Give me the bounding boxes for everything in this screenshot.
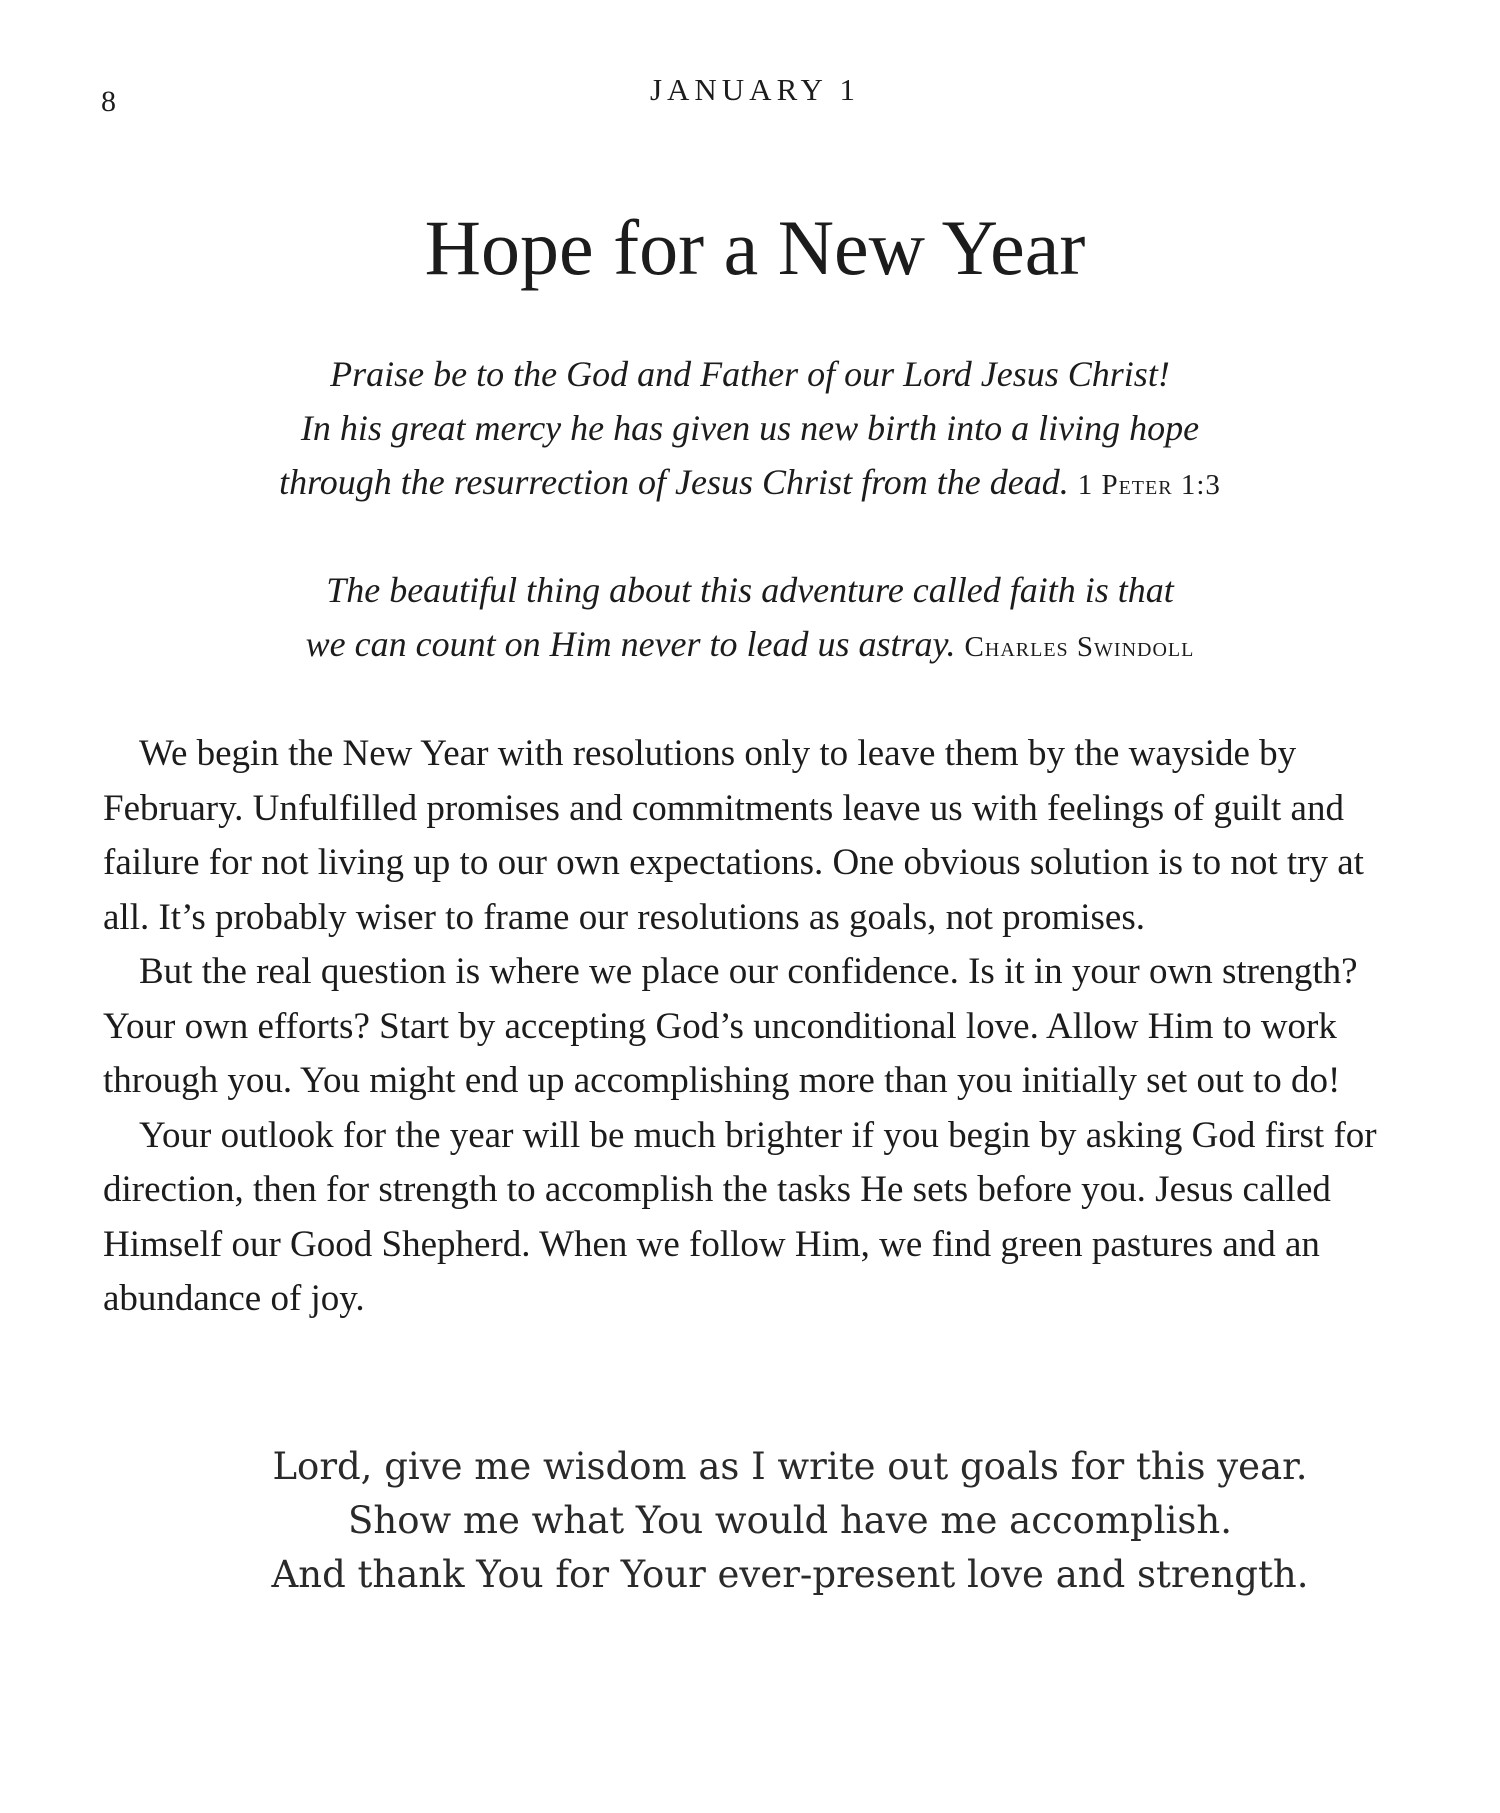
scripture-reference: 1 Peter 1:3	[1077, 469, 1221, 501]
body-text	[103, 727, 1413, 1327]
prayer-line: And thank You for Your ever-present love and strength.	[271, 1553, 1309, 1596]
quote-author: Charles Swindoll	[964, 631, 1195, 663]
page-number: 8	[101, 85, 116, 118]
prayer-line: Show me what You would have me accomplish.	[348, 1499, 1232, 1542]
running-head: JANUARY 1	[649, 72, 861, 107]
prayer	[0, 1440, 1500, 1602]
body-paragraph: We begin the New Year with resolutions only to leave them by the wayside by February. Unfulfilled promises and commitments leave us with feelings of guilt and failure for not living up to our own expectations. One obvious solution is to not try at all. It’s probably wiser to frame our resolutions as goals, not promises.	[103, 733, 1364, 938]
quote-line	[0, 617, 1500, 674]
scripture-line: Praise be to the God and Father of our Lord Jesus Christ!	[330, 354, 1170, 394]
body-paragraph: Your outlook for the year will be much brighter if you begin by asking God first for direction, then for strength to accomplish the tasks He sets before you. Jesus called Himself our Good Shepherd. When we follow Him, we find green pastures and an abundance of joy.	[103, 1114, 1377, 1319]
page-title: Hope for a New Year	[424, 204, 1086, 291]
body-paragraph: But the real question is where we place our confidence. Is it in your own strength? Your own efforts? Start by accepting God’s unconditional love. Allow Him to work through you. You might end up accomplishing more than you initially set out to do!	[103, 951, 1358, 1101]
quote-epigraph	[0, 563, 1500, 674]
quote-line: The beautiful thing about this adventure called faith is that	[326, 570, 1174, 610]
prayer-line: Lord, give me wisdom as I write out goals for this year.	[272, 1445, 1308, 1488]
scripture-epigraph	[0, 347, 1500, 512]
scripture-line: In his great mercy he has given us new birth into a living hope	[300, 408, 1200, 448]
scripture-line	[0, 455, 1500, 512]
scripture-line-text: through the resurrection of Jesus Christ from the dead.	[279, 462, 1069, 502]
quote-line-text: we can count on Him never to lead us astray.	[305, 624, 956, 664]
